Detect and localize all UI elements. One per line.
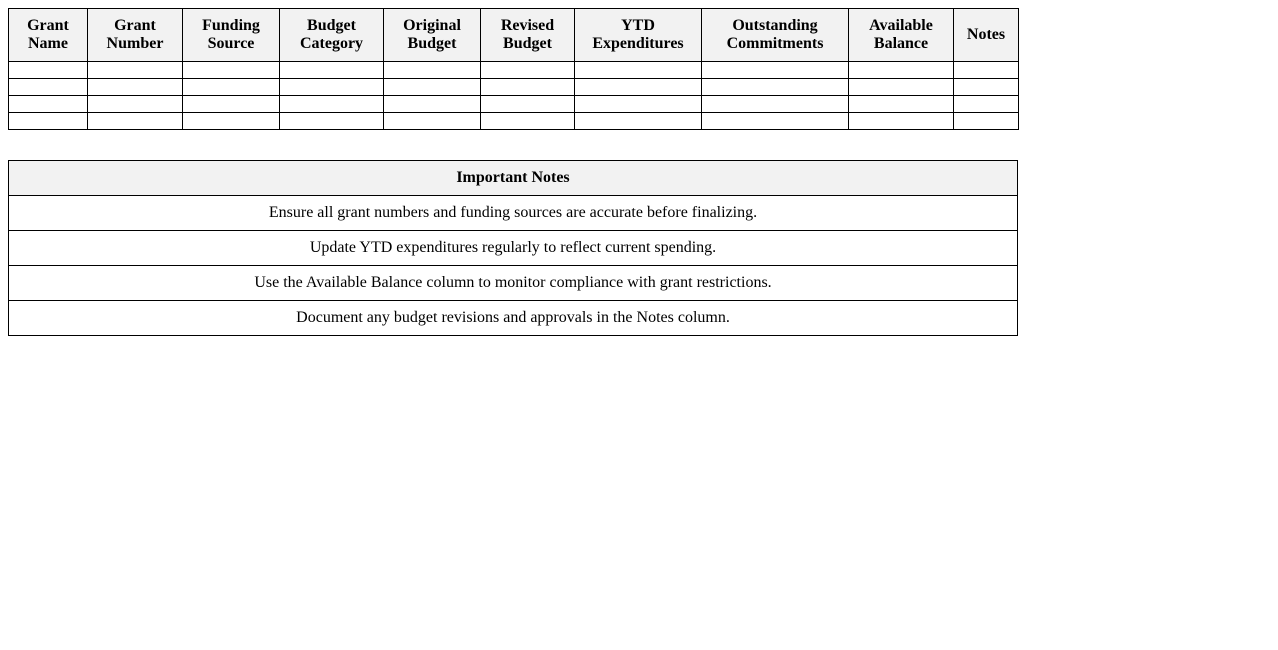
column-header-line: Name: [28, 35, 68, 52]
table-cell[interactable]: [849, 62, 954, 79]
table-cell[interactable]: [849, 79, 954, 96]
note-text: Document any budget revisions and approvals in the Notes column.: [9, 301, 1018, 336]
table-cell[interactable]: [481, 113, 575, 130]
note-text: Use the Available Balance column to monitor compliance with grant restrictions.: [9, 266, 1018, 301]
table-cell[interactable]: [384, 62, 481, 79]
table-cell[interactable]: [849, 96, 954, 113]
column-header-line: Source: [207, 35, 255, 52]
note-text: Ensure all grant numbers and funding sources are accurate before finalizing.: [9, 196, 1018, 231]
table-cell[interactable]: [88, 62, 183, 79]
column-header-line: Outstanding: [732, 17, 818, 34]
note-row: [9, 196, 1018, 231]
important-notes-table: [8, 160, 1018, 336]
column-header-grant-name: [9, 9, 88, 62]
budget-table-body: [9, 62, 1019, 130]
table-cell[interactable]: [575, 96, 702, 113]
table-cell[interactable]: [702, 96, 849, 113]
column-header-line: Budget: [407, 35, 457, 52]
table-row: [9, 79, 1019, 96]
column-header-line: Revised: [500, 17, 555, 34]
table-cell[interactable]: [9, 79, 88, 96]
column-header-ytd-expenditures: [575, 9, 702, 62]
notes-table-body: [9, 196, 1018, 336]
column-header-grant-number: [88, 9, 183, 62]
notes-header-row: [9, 161, 1018, 196]
table-cell[interactable]: [9, 96, 88, 113]
table-row: [9, 113, 1019, 130]
column-header-line: Budget: [503, 35, 552, 52]
table-cell[interactable]: [183, 79, 280, 96]
column-header-revised-budget: [481, 9, 575, 62]
table-cell[interactable]: [575, 113, 702, 130]
table-cell[interactable]: [88, 79, 183, 96]
table-cell[interactable]: [384, 113, 481, 130]
table-cell[interactable]: [702, 79, 849, 96]
table-cell[interactable]: [280, 113, 384, 130]
table-cell[interactable]: [481, 96, 575, 113]
table-cell[interactable]: [384, 96, 481, 113]
column-header-line: Expenditures: [592, 35, 684, 52]
table-cell[interactable]: [954, 79, 1019, 96]
budget-table-header-row: [9, 9, 1019, 62]
note-row: [9, 266, 1018, 301]
table-row: [9, 96, 1019, 113]
column-header-line: Balance: [873, 35, 929, 52]
table-cell[interactable]: [575, 62, 702, 79]
table-cell[interactable]: [481, 62, 575, 79]
table-cell[interactable]: [280, 62, 384, 79]
note-row: [9, 301, 1018, 336]
column-header-line: Available: [869, 17, 933, 34]
notes-title: Important Notes: [9, 161, 1018, 196]
column-header-line: Commitments: [726, 35, 824, 52]
table-cell[interactable]: [280, 79, 384, 96]
table-cell[interactable]: [88, 96, 183, 113]
table-cell[interactable]: [183, 113, 280, 130]
column-header-notes: [954, 9, 1019, 62]
grant-budget-table: [8, 8, 1019, 130]
note-text: Update YTD expenditures regularly to reflect current spending.: [9, 231, 1018, 266]
column-header-line: Grant: [27, 17, 69, 34]
table-cell[interactable]: [702, 62, 849, 79]
table-cell[interactable]: [481, 79, 575, 96]
note-row: [9, 231, 1018, 266]
column-header-line: YTD: [621, 17, 655, 34]
table-cell[interactable]: [849, 113, 954, 130]
table-cell[interactable]: [954, 113, 1019, 130]
table-cell[interactable]: [702, 113, 849, 130]
table-cell[interactable]: [183, 96, 280, 113]
column-header-line: Original: [403, 17, 461, 34]
column-header-line: Notes: [966, 26, 1006, 43]
column-header-outstanding-commitments: [702, 9, 849, 62]
budget-table-header: [9, 9, 1019, 62]
table-cell[interactable]: [88, 113, 183, 130]
table-cell[interactable]: [9, 62, 88, 79]
table-cell[interactable]: [575, 79, 702, 96]
table-cell[interactable]: [954, 96, 1019, 113]
column-header-line: Funding: [202, 17, 260, 34]
table-cell[interactable]: [9, 113, 88, 130]
column-header-line: Grant: [114, 17, 156, 34]
column-header-available-balance: [849, 9, 954, 62]
column-header-line: Number: [106, 35, 164, 52]
column-header-funding-source: [183, 9, 280, 62]
column-header-original-budget: [384, 9, 481, 62]
column-header-line: Budget: [307, 17, 356, 34]
table-cell[interactable]: [954, 62, 1019, 79]
table-cell[interactable]: [280, 96, 384, 113]
column-header-line: Category: [299, 35, 364, 52]
column-header-budget-category: [280, 9, 384, 62]
table-cell[interactable]: [384, 79, 481, 96]
table-row: [9, 62, 1019, 79]
table-cell[interactable]: [183, 62, 280, 79]
